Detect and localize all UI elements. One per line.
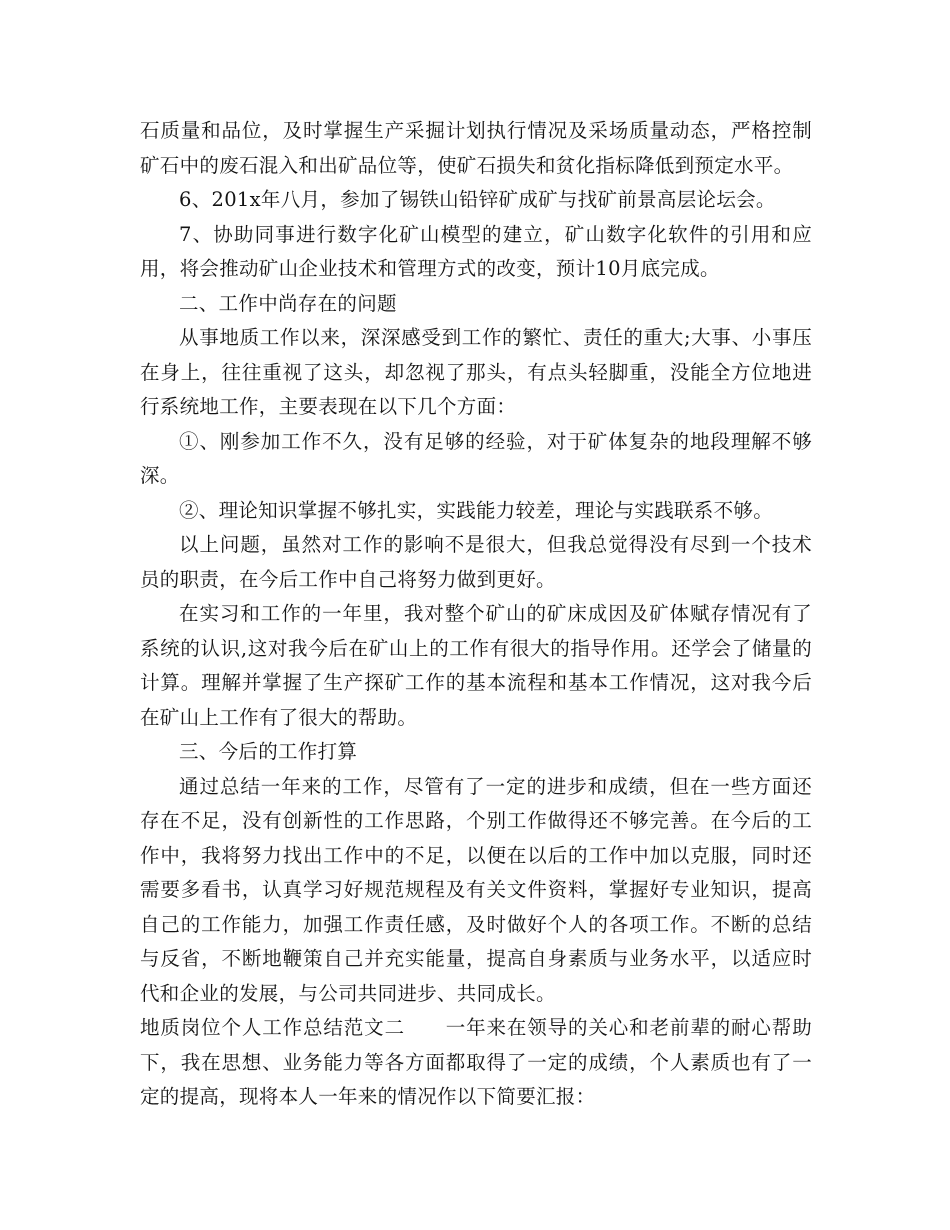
paragraph-item-7: 7、协助同事进行数字化矿山模型的建立，矿山数字化软件的引用和应用，将会推动矿山企业技术和管理方式的改变，预计10月底完成。	[140, 222, 812, 280]
paragraph-problems-summary: 以上问题，虽然对工作的影响不是很大，但我总觉得没有尽到一个技术员的职责，在今后工作中自己将努力做到更好。	[140, 533, 812, 591]
section-heading-problems: 二、工作中尚存在的问题	[179, 291, 397, 315]
document-body	[140, 114, 812, 1115]
paragraph-item-6: 6、201x年八月，参加了锡铁山铅锌矿成矿与找矿前景高层论坛会。	[179, 188, 776, 211]
paragraph-problems-intro: 从事地质工作以来，深深感受到工作的繁忙、责任的重大;大事、小事压在身上，往往重视了这头，却忽视了那头，有点头轻脚重，没能全方位地进行系统地工作，主要表现在以下几个方面：	[140, 326, 812, 418]
sample-two-body: 一年来在领导的关心和老前辈的耐心帮助下，我在思想、业务能力等各方面都取得了一定的成绩，个人素质也有了一定的提高，现将本人一年来的情况作以下简要汇报：	[140, 1016, 812, 1108]
paragraph-plans: 通过总结一年来的工作，尽管有了一定的进步和成绩，但在一些方面还存在不足，没有创新性的工作思路，个别工作做得还不够完善。在今后的工作中，我将努力找出工作中的不足，以便在以后的工作中加以克服，同时还需要多看书，认真学习好规范规程及有关文件资料，掌握好专业知识，提高自己的工作能力，加强工作责任感，及时做好个人的各项工作。不断的总结与反省，不断地鞭策自己并充实能量，提高自身素质与业务水平，以适应时代和企业的发展，与公司共同进步、共同成长。	[140, 774, 812, 1005]
paragraph-internship: 在实习和工作的一年里，我对整个矿山的矿床成因及矿体赋存情况有了系统的认识,这对我今后在矿山上的工作有很大的指导作用。还学会了储量的计算。理解并掌握了生产探矿工作的基本流程和基本工作情况，这对我今后在矿山上工作有了很大的帮助。	[140, 602, 812, 729]
sample-two-title: 地质岗位个人工作总结范文二	[140, 1016, 405, 1039]
paragraph-sample-two	[140, 1011, 812, 1115]
paragraph-problem-2: ②、理论知识掌握不够扎实，实践能力较差，理论与实践联系不够。	[179, 498, 774, 522]
section-heading-plans: 三、今后的工作打算	[179, 740, 358, 763]
paragraph-quality-control: 石质量和品位，及时掌握生产采掘计划执行情况及采场质量动态，严格控制矿石中的废石混入和出矿品位等，使矿石损失和贫化指标降低到预定水平。	[140, 119, 812, 177]
sample-two-gap	[405, 1016, 446, 1039]
paragraph-problem-1: ①、刚参加工作不久，没有足够的经验，对于矿体复杂的地段理解不够深。	[140, 429, 812, 487]
